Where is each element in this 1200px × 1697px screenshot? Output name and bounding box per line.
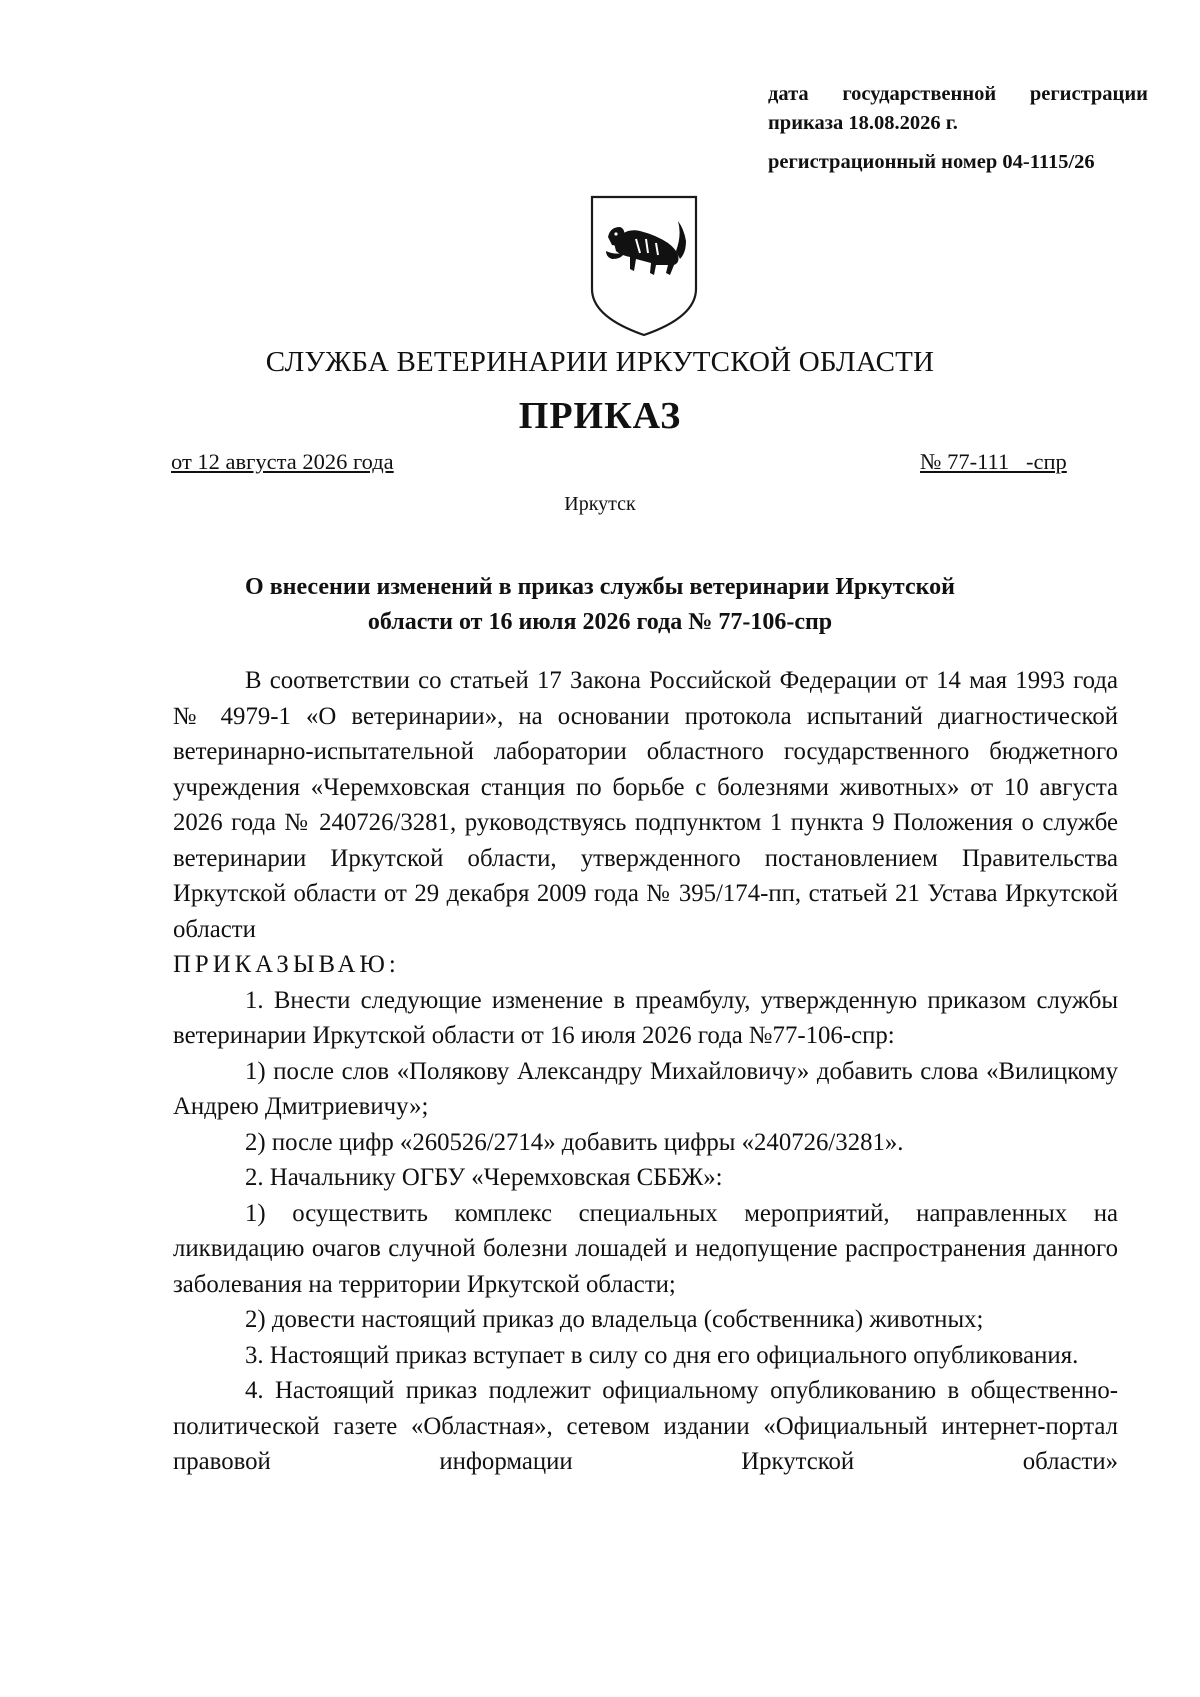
item-3: 3. Настоящий приказ вступает в силу со дня его официального опубликования. bbox=[245, 1341, 1079, 1369]
item-2-2: 2) довести настоящий приказ до владельца (собственника) животных; bbox=[245, 1306, 984, 1333]
order-title: ПРИКАЗ bbox=[518, 395, 682, 437]
registration-date-line-1: дата государственной регистрации bbox=[768, 83, 1148, 105]
irkutsk-coat-of-arms-icon bbox=[584, 193, 704, 339]
item-4: 4. Настоящий приказ подлежит официальному опубликованию в общественно-политической газете «Областная», сетевом издании «Официальный интернет-портал правовой информации Иркутской области» bbox=[173, 1377, 1118, 1475]
order-word: ПРИКАЗЫВАЮ: bbox=[173, 951, 400, 978]
item-1-1: 1) после слов «Полякову Александру Михайловичу» добавить слова «Вилицкому Андрею Дмитриевичу»; bbox=[173, 1057, 1118, 1120]
registration-number: регистрационный номер 04-1115/26 bbox=[768, 151, 1095, 173]
service-title: СЛУЖБА ВЕТЕРИНАРИИ ИРКУТСКОЙ ОБЛАСТИ bbox=[265, 346, 935, 378]
city: Иркутск bbox=[564, 493, 636, 515]
item-1: 1. Внести следующие изменение в преамбулу, утвержденную приказом службы ветеринарии Иркутской области от 16 июля 2026 года №77-106-спр: bbox=[173, 986, 1118, 1049]
subject-line-2: области от 16 июля 2026 года № 77-106-спр bbox=[367, 609, 833, 635]
order-body bbox=[173, 663, 1118, 1480]
order-number: № 77-111 -спр bbox=[920, 449, 1067, 474]
subject-line-1: О внесении изменений в приказ службы ветеринарии Иркутской bbox=[245, 574, 955, 600]
preamble-paragraph: В соответствии со статьей 17 Закона Российской Федерации от 14 мая 1993 года № 4979-1 «О ветеринарии», на основании протокола испытаний диагностической ветеринарно-испытательной лаборатории областного государственного бюджетного учреждения «Черемховская станция по борьбе с болезнями животных» от 10 августа 2026 года № 240726/3281, руководствуясь подпунктом 1 пункта 9 Положения о службе ветеринарии Иркутской области, утвержденного постановлением Правительства Иркутской области от 29 декабря 2009 года № 395/174-пп, статьей 21 Устава Иркутской области bbox=[173, 667, 1118, 943]
order-subject bbox=[200, 570, 1000, 640]
item-2: 2. Начальнику ОГБУ «Черемховская СББЖ»: bbox=[245, 1164, 723, 1191]
registration-date-line-2: приказа 18.08.2026 г. bbox=[768, 112, 958, 134]
order-date: от 12 августа 2026 года bbox=[171, 449, 394, 474]
item-2-1: 1) осуществить комплекс специальных мероприятий, направленных на ликвидацию очагов случной болезни лошадей и недопущение распространения данного заболевания на территории Иркутской области; bbox=[173, 1199, 1118, 1298]
item-1-2: 2) после цифр «260526/2714» добавить цифры «240726/3281». bbox=[245, 1128, 904, 1156]
registration-block bbox=[768, 80, 1148, 177]
